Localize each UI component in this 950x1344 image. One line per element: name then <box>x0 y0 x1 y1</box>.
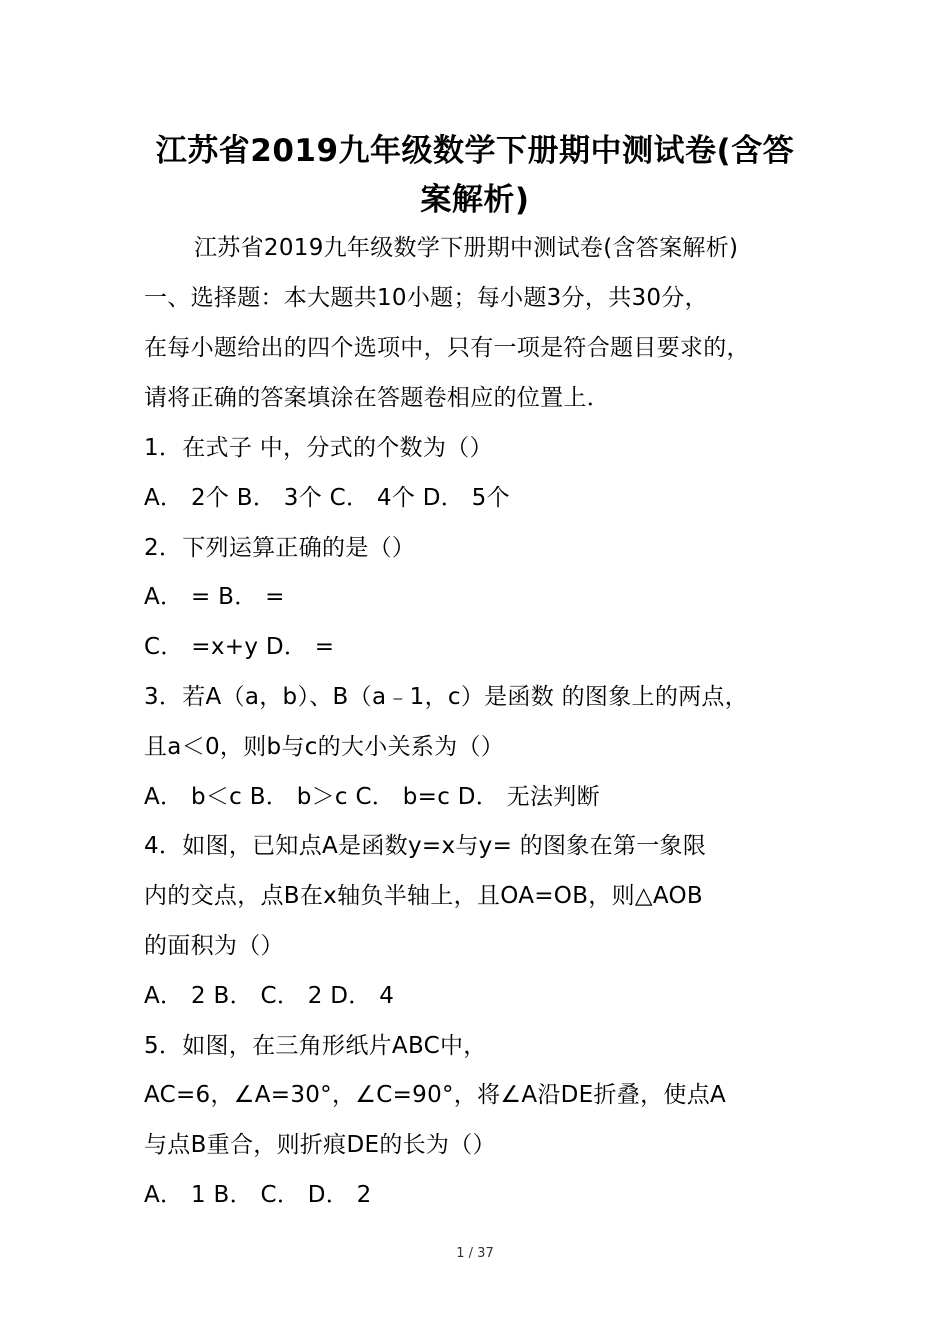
question-1-options: A． 2个 B． 3个 C． 4个 D． 5个 <box>144 485 510 511</box>
document-subtitle: 江苏省2019九年级数学下册期中测试卷(含答案解析) <box>194 235 739 261</box>
question-3: 3．若A（a，b）、B（a﹣1，c）是函数 的图象上的两点， <box>144 684 749 710</box>
question-2-options: C． =x+y D． = <box>144 634 335 660</box>
question-5-options: A． 1 B． C． D． 2 <box>144 1182 372 1208</box>
question-3-options: A． b＜c B． b＞c C． b=c D． 无法判断 <box>144 784 600 810</box>
document-title-line-2: 案解析) <box>420 182 530 218</box>
question-4: 4．如图，已知点A是函数y=x与y= 的图象在第一象限 <box>144 833 707 859</box>
question-4-options: A． 2 B． C． 2 D． 4 <box>144 983 395 1009</box>
question-4: 内的交点，点B在x轴负半轴上，且OA=OB，则△AOB <box>144 883 703 909</box>
question-4: 的面积为（） <box>144 933 284 959</box>
question-1: 1．在式子 中，分式的个数为（） <box>144 435 493 461</box>
page-number: 1 / 37 <box>456 1246 494 1261</box>
question-5: AC=6，∠A=30°，∠C=90°，将∠A沿DE折叠，使点A <box>144 1082 727 1108</box>
question-5: 5．如图，在三角形纸片ABC中， <box>144 1033 487 1059</box>
section-instructions: 在每小题给出的四个选项中，只有一项是符合题目要求的， <box>144 335 750 361</box>
section-instructions: 请将正确的答案填涂在答题卷相应的位置上． <box>144 385 610 411</box>
question-2-options: A． = B． = <box>144 584 285 610</box>
question-5: 与点B重合，则折痕DE的长为（） <box>144 1132 496 1158</box>
question-3: 且a＜0，则b与c的大小关系为（） <box>144 734 505 760</box>
document-title-line-1: 江苏省2019九年级数学下册期中测试卷(含答 <box>155 133 795 169</box>
question-2: 2．下列运算正确的是（） <box>144 535 416 561</box>
section-heading: 一、选择题：本大题共10小题；每小题3分，共30分， <box>144 285 708 311</box>
